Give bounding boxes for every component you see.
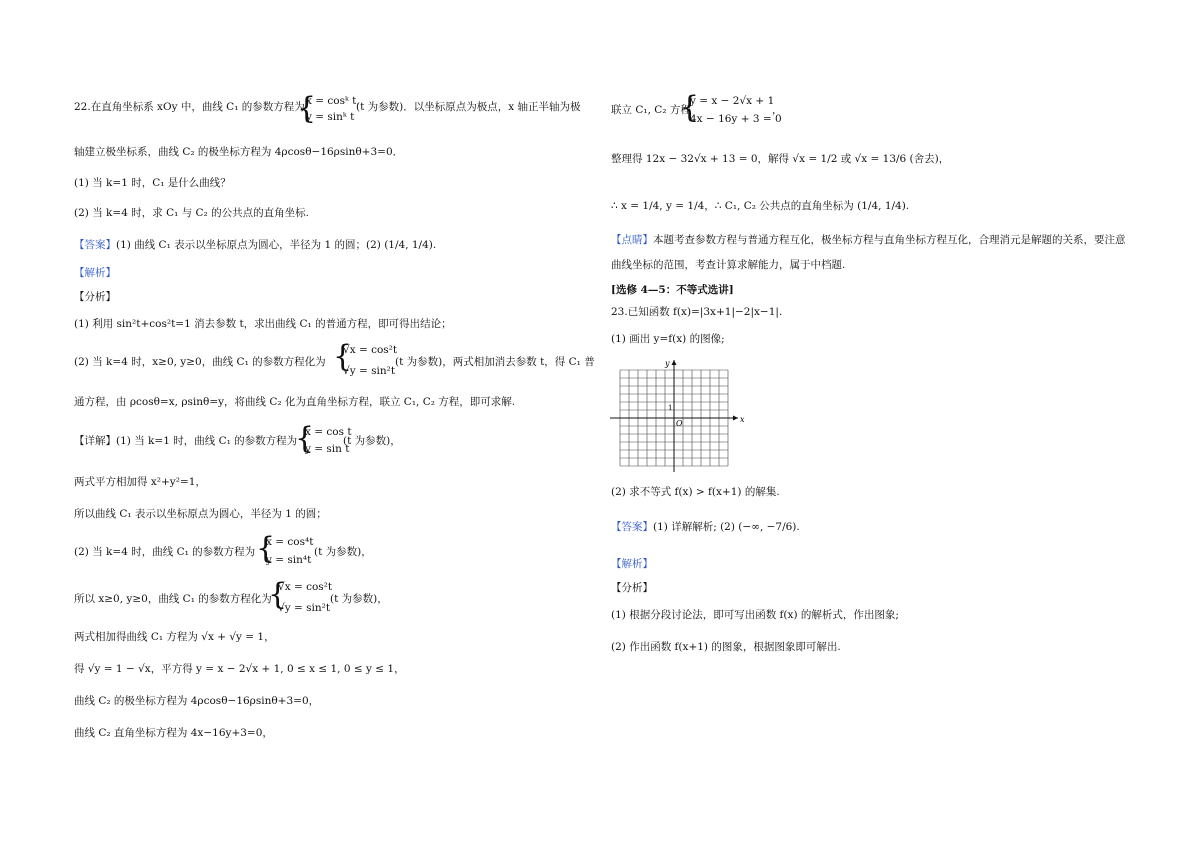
dianjing-text-2: 曲线坐标的范围，考查计算求解能力，属于中档题. [611,259,846,271]
detail-9: 曲线 C₂ 直角坐标方程为 4x−16y+3=0， [74,727,273,739]
detail-sys2-eq1: x = cos⁴t [266,536,314,548]
dianjing-line [611,233,1126,247]
detail-4b: (t 为参数)， [314,546,372,558]
right-1b: ， [772,104,783,116]
detail-5b: (t 为参数)， [330,593,388,605]
fenxi-tag: 【分析】 [74,291,116,303]
jiexi23-tag: 【解析】 [611,558,653,570]
y-axis-label: y [665,359,670,368]
fenxi-sys-eq2: √y = sin²t [343,365,396,377]
fenxi-2b: (t 为参数)，两式相加消去参数 t，得 C₁ 普 [395,356,595,368]
brace: { [268,577,288,612]
fenxi-sys-eq1: √x = cos²t [343,344,398,356]
brace: { [295,421,315,456]
section-title: [选修 4—5：不等式选讲] [611,284,734,296]
q22-stem-b: (t 为参数)．以坐标原点为极点，x 轴正半轴为极 [356,101,581,113]
q23-part2: (2) 求不等式 f(x) > f(x+1) 的解集. [611,486,780,498]
detail-7: 得 √y = 1 − √x，平方得 y = x − 2√x + 1, 0 ≤ x ≤ 1, 0 ≤ y ≤ 1， [74,663,405,675]
q22-system-eq1: x = cosᵏ t, [306,95,360,107]
answer-line [74,238,436,252]
q23-part1: (1) 画出 y=f(x) 的图像; [611,333,725,345]
x-axis-label: x [740,415,745,424]
brace: { [297,91,317,126]
q23-stem: 23.已知函数 f(x)=|3x+1|−2|x−1|. [611,306,783,318]
brace: { [333,339,353,374]
answer23-line [611,520,800,534]
detail-1a: 【详解】(1) 当 k=1 时，曲线 C₁ 的参数方程为 [74,435,298,447]
detail-8: 曲线 C₂ 的极坐标方程为 4ρcosθ−16ρsinθ+3=0， [74,695,320,707]
answer-text: (1) 曲线 C₁ 表示以坐标原点为圆心，半径为 1 的圆；(2) (1/4, 1/4). [116,239,437,251]
origin-label: O [676,419,683,428]
answer23-text: (1) 详解解析; (2) (−∞, −7/6). [653,521,800,533]
detail-6: 两式相加得曲线 C₁ 方程为 √x + √y = 1， [74,631,275,643]
detail-sys3-eq1: √x = cos²t [278,581,333,593]
q22-system-eq2: y = sinᵏ t [306,111,355,123]
right-sys-eq1: y = x − 2√x + 1 [690,95,775,107]
jiexi-tag: 【解析】 [74,267,116,279]
unit-label: 1 [668,404,673,412]
right-3: ∴ x = 1/4, y = 1/4，∴ C₁, C₂ 公共点的直角坐标为 (1/4, 1/4). [611,200,910,212]
q22-part2: (2) 当 k=4 时，求 C₁ 与 C₂ 的公共点的直角坐标. [74,207,309,219]
detail-sys2-eq2: y = sin⁴t [266,554,312,566]
dianjing-text: 本题考查参数方程与普通方程互化，极坐标方程与直角坐标方程互化，合理消元是解题的关系，要注意 [653,234,1126,246]
y-axis-arrow [672,360,677,365]
answer23-tag: 【答案】 [611,521,653,533]
detail-sys1-eq1: x = cos t [305,426,352,438]
brace: { [680,90,700,125]
fenxi23-tag: 【分析】 [611,582,653,594]
brace: { [256,531,276,566]
fenxi23-2: (2) 作出函数 f(x+1) 的图象，根据图象即可解出. [611,641,841,653]
right-sys-eq2: 4x − 16y + 3 = 0 [690,113,782,125]
answer-tag: 【答案】 [74,239,116,251]
x-axis-arrow [733,416,738,421]
fenxi23-1: (1) 根据分段讨论法，即可写出函数 f(x) 的解析式，作出图象; [611,609,899,621]
coordinate-grid [610,358,750,473]
dianjing-tag: 【点睛】 [611,234,653,246]
detail-sys3-eq2: √y = sin²t [278,602,331,614]
q22-stem-c: 轴建立极坐标系，曲线 C₂ 的极坐标方程为 4ρcosθ−16ρsinθ+3=0． [74,146,404,158]
detail-sys1-eq2: y = sin t [305,443,350,455]
detail-3: 所以曲线 C₁ 表示以坐标原点为圆心，半径为 1 的圆； [74,508,327,520]
right-2: 整理得 12x − 32√x + 13 = 0，解得 √x = 1/2 或 √x = 13/6 (舍去)， [611,153,950,165]
q22-stem-a: 22.在直角坐标系 xOy 中，曲线 C₁ 的参数方程为 [74,101,305,113]
fenxi-1: (1) 利用 sin²t+cos²t=1 消去参数 t，求出曲线 C₁ 的普通方程，即可得出结论； [74,318,452,330]
q22-part1: (1) 当 k=1 时，C₁ 是什么曲线？ [74,177,231,189]
fenxi-2a: (2) 当 k=4 时，x≥0, y≥0，曲线 C₁ 的参数方程化为 [74,356,326,368]
detail-5a: 所以 x≥0, y≥0，曲线 C₁ 的参数方程化为 [74,593,272,605]
detail-1b: (t 为参数)， [343,435,401,447]
detail-4a: (2) 当 k=4 时，曲线 C₁ 的参数方程为 [74,546,256,558]
right-1a: 联立 C₁, C₂ 方程 [611,104,691,116]
fenxi-2c: 通方程，由 ρcosθ=x, ρsinθ=y，将曲线 C₂ 化为直角坐标方程，联立 C₁, C₂ 方程，即可求解. [74,396,516,408]
detail-2: 两式平方相加得 x²+y²=1， [74,476,206,488]
